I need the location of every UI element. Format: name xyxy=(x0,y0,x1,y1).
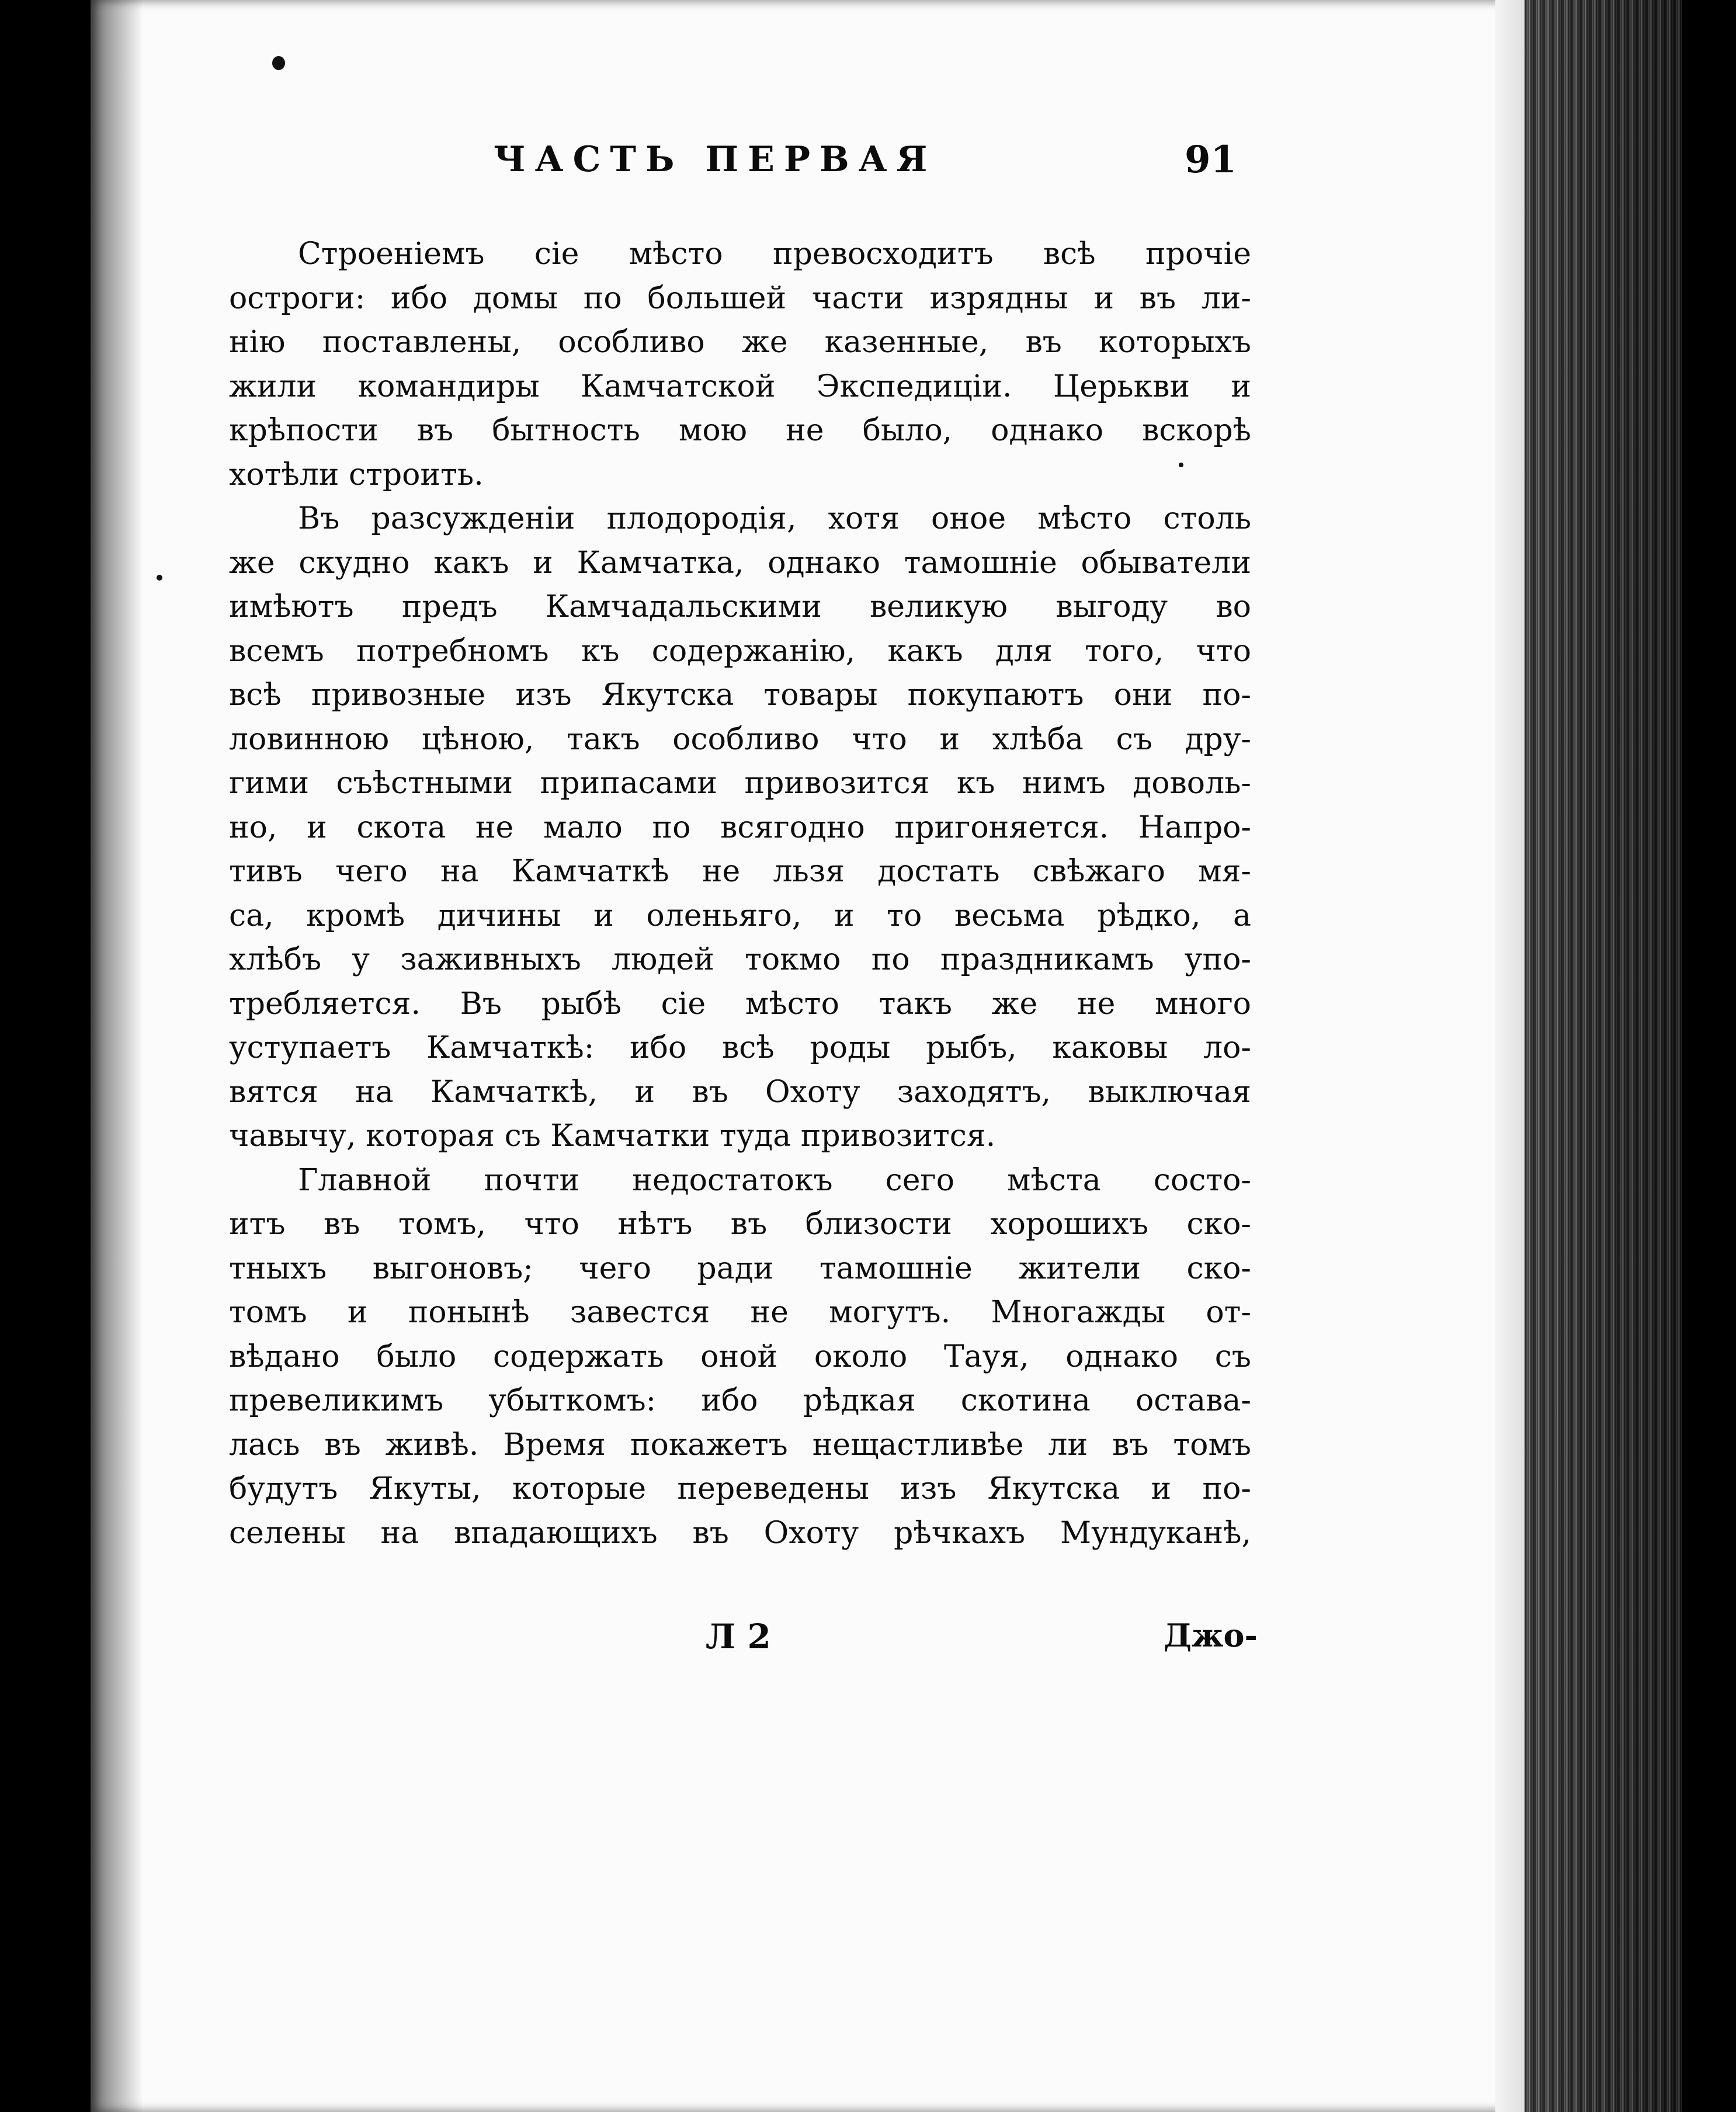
text-line: но, и скота не мало по всягодно пригоняется. Напро- xyxy=(229,810,1251,845)
text-line: же скудно какъ и Камчатка, однако тамошнiе обыватели xyxy=(229,545,1251,581)
text-line: хотѣли строить. xyxy=(229,457,484,492)
text-line: лась въ живѣ. Время покажетъ нещастливѣе ли въ томъ xyxy=(229,1427,1251,1463)
page-body xyxy=(229,232,1251,1555)
text-line: остроги: ибо домы по большей части изрядны и въ ли- xyxy=(229,280,1251,316)
text-line: селены на впадающихъ въ Охоту рѣчкахъ Мундуканѣ, xyxy=(229,1515,1251,1551)
text-line: нiю поставлены, особливо же казенные, въ которыхъ xyxy=(229,325,1251,360)
text-line: уступаетъ Камчаткѣ: ибо всѣ роды рыбъ, каковы ло- xyxy=(229,1030,1251,1065)
text-line: всѣ привозные изъ Якутска товары покупаютъ они по- xyxy=(229,678,1251,713)
text-line: Строенiемъ сiе мѣсто превосходитъ всѣ прочiе xyxy=(298,237,1251,272)
text-line: хлѣбъ у заживныхъ людей токмо по праздникамъ упо- xyxy=(229,942,1251,977)
catchword: Джо- xyxy=(1164,1617,1258,1654)
signature-mark: Л 2 xyxy=(706,1617,771,1656)
text-line: томъ и понынѣ завестся не могутъ. Многажды от- xyxy=(229,1295,1251,1330)
text-line: вятся на Камчаткѣ, и въ Охоту заходятъ, выключая xyxy=(229,1074,1251,1110)
text-line: Въ разсужденiи плодородiя, хотя оное мѣсто столь xyxy=(298,501,1251,536)
text-line: жили командиры Камчатской Экспедицiи. Церькви и xyxy=(229,369,1251,404)
text-line: требляется. Въ рыбѣ сiе мѣсто такъ же не много xyxy=(229,986,1251,1022)
running-title: ЧАСТЬ ПЕРВАЯ xyxy=(494,139,937,180)
text-line: вѣдано было содержать оной около Тауя, однако съ xyxy=(229,1339,1251,1374)
page-number: 91 xyxy=(1185,138,1237,182)
text-line: тивъ чего на Камчаткѣ не льзя достать свѣжаго мя- xyxy=(229,854,1251,889)
scan-border-right xyxy=(1682,0,1736,2112)
text-line: превеликимъ убыткомъ: ибо рѣдкая скотина оставa- xyxy=(229,1383,1251,1418)
text-line: са, кромѣ дичины и оленьяго, и то весьма рѣдко, а xyxy=(229,898,1251,933)
gutter-shadow xyxy=(91,0,143,2112)
text-line: итъ въ томъ, что нѣтъ въ близости хорошихъ ско- xyxy=(229,1207,1251,1242)
text-line: крѣпости въ бытность мою не было, однако вскорѣ xyxy=(229,413,1251,448)
ink-speck xyxy=(272,56,285,70)
text-line: тныхъ выгоновъ; чего ради тамошнiе жители ско- xyxy=(229,1250,1251,1286)
text-line: всемъ потребномъ къ содержанiю, какъ для того, что xyxy=(229,633,1251,669)
text-line: Главной почти недостатокъ сего мѣста состо- xyxy=(298,1162,1251,1198)
text-line: ловинною цѣною, такъ особливо что и хлѣба съ дру- xyxy=(229,721,1251,757)
text-line: гими съѣстными припасами привозится къ нимъ доволь- xyxy=(229,766,1251,801)
text-line: чавычу, которая съ Камчатки туда привозится. xyxy=(229,1118,996,1154)
text-line: будутъ Якуты, которые переведены изъ Якутска и по- xyxy=(229,1471,1251,1506)
ink-speck xyxy=(157,575,162,581)
text-line: имѣютъ предъ Камчадальскими великую выгоду во xyxy=(229,589,1251,624)
